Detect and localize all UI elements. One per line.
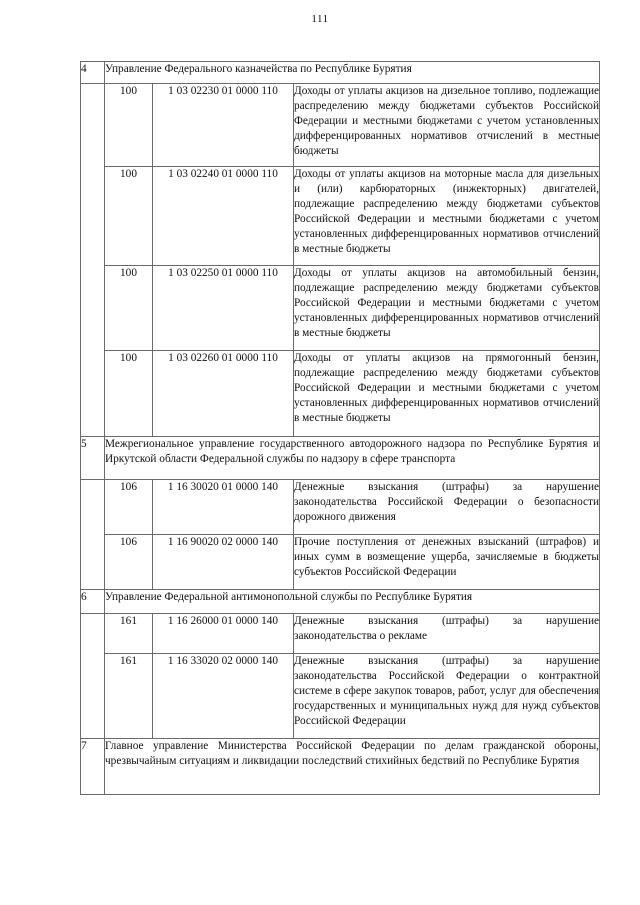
budget-classification-code: 1 03 02260 01 0000 110 bbox=[153, 351, 294, 437]
administrator-code: 161 bbox=[105, 614, 153, 654]
revenue-description: Доходы от уплаты акцизов на моторные масла для дизельных и (или) карбюраторных (инжекторных) двигателей, подлежащие распределению между бюджетами субъектов Российской Федерации и местными бюджетами с учетом установленных дифференцированных нормативов отчислений в местные бюджеты bbox=[294, 167, 600, 266]
revenue-description: Денежные взыскания (штрафы) за нарушение законодательства Российской Федерации о безопасности дорожного движения bbox=[294, 480, 600, 535]
organization-name: Главное управление Министерства Российской Федерации по делам гражданской обороны, чрезвычайным ситуациям и ликвидации последствий стихийных бедствий по Республике Бурятия bbox=[105, 739, 600, 795]
budget-classification-code: 1 03 02240 01 0000 110 bbox=[153, 167, 294, 266]
budget-classification-code: 1 03 02230 01 0000 110 bbox=[153, 84, 294, 167]
organization-name: Межрегиональное управление государственного автодорожного надзора по Республике Бурятия и Иркутской области Федеральной службы по надзору в сфере транспорта bbox=[105, 437, 600, 480]
blank-cell bbox=[81, 614, 105, 739]
table-row bbox=[81, 654, 600, 739]
administrator-code: 100 bbox=[105, 167, 153, 266]
group-header-row bbox=[81, 62, 600, 84]
administrator-code: 106 bbox=[105, 535, 153, 590]
organization-name: Управление Федеральной антимонопольной службы по Республике Бурятия bbox=[105, 590, 600, 614]
table-row bbox=[81, 614, 600, 654]
organization-name: Управление Федерального казначейства по Республике Бурятия bbox=[105, 62, 600, 84]
revenue-description: Денежные взыскания (штрафы) за нарушение законодательства Российской Федерации о контрактной системе в сфере закупок товаров, работ, услуг для обеспечения государственных и муниципальных нужд для нужд субъектов Российской Федерации bbox=[294, 654, 600, 739]
page-number: 111 bbox=[311, 13, 329, 25]
table-row bbox=[81, 84, 600, 167]
revenue-description: Доходы от уплаты акцизов на автомобильный бензин, подлежащие распределению между бюджетами субъектов Российской Федерации и местными бюджетами с учетом установленных дифференцированных нормативов отчислений в местные бюджеты bbox=[294, 266, 600, 351]
revenue-description: Доходы от уплаты акцизов на дизельное топливо, подлежащие распределению между бюджетами субъектов Российской Федерации и местными бюджетами с учетом установленных дифференцированных нормативов отчислений в местные бюджеты bbox=[294, 84, 600, 167]
group-header-row bbox=[81, 437, 600, 480]
budget-classification-code: 1 16 33020 02 0000 140 bbox=[153, 654, 294, 739]
table-row bbox=[81, 266, 600, 351]
administrator-code: 100 bbox=[105, 351, 153, 437]
table-row bbox=[81, 480, 600, 535]
table-row bbox=[81, 351, 600, 437]
budget-classification-code: 1 16 90020 02 0000 140 bbox=[153, 535, 294, 590]
revenue-administrators-table bbox=[80, 61, 600, 795]
table-row bbox=[81, 167, 600, 266]
table-row bbox=[81, 535, 600, 590]
budget-classification-code: 1 03 02250 01 0000 110 bbox=[153, 266, 294, 351]
group-number: 6 bbox=[81, 590, 105, 614]
group-number: 5 bbox=[81, 437, 105, 480]
group-number: 7 bbox=[81, 739, 105, 795]
revenue-description: Доходы от уплаты акцизов на прямогонный бензин, подлежащие распределению между бюджетами субъектов Российской Федерации и местными бюджетами с учетом установленных дифференцированных нормативов отчислений в местные бюджеты bbox=[294, 351, 600, 437]
administrator-code: 161 bbox=[105, 654, 153, 739]
group-number: 4 bbox=[81, 62, 105, 84]
blank-cell bbox=[81, 480, 105, 590]
budget-classification-code: 1 16 30020 01 0000 140 bbox=[153, 480, 294, 535]
revenue-description: Прочие поступления от денежных взысканий (штрафов) и иных сумм в возмещение ущерба, зачисляемые в бюджеты субъектов Российской Федерации bbox=[294, 535, 600, 590]
group-header-row bbox=[81, 590, 600, 614]
blank-cell bbox=[81, 84, 105, 437]
budget-classification-code: 1 16 26000 01 0000 140 bbox=[153, 614, 294, 654]
administrator-code: 100 bbox=[105, 266, 153, 351]
group-header-row bbox=[81, 739, 600, 795]
administrator-code: 100 bbox=[105, 84, 153, 167]
revenue-description: Денежные взыскания (штрафы) за нарушение законодательства о рекламе bbox=[294, 614, 600, 654]
administrator-code: 106 bbox=[105, 480, 153, 535]
